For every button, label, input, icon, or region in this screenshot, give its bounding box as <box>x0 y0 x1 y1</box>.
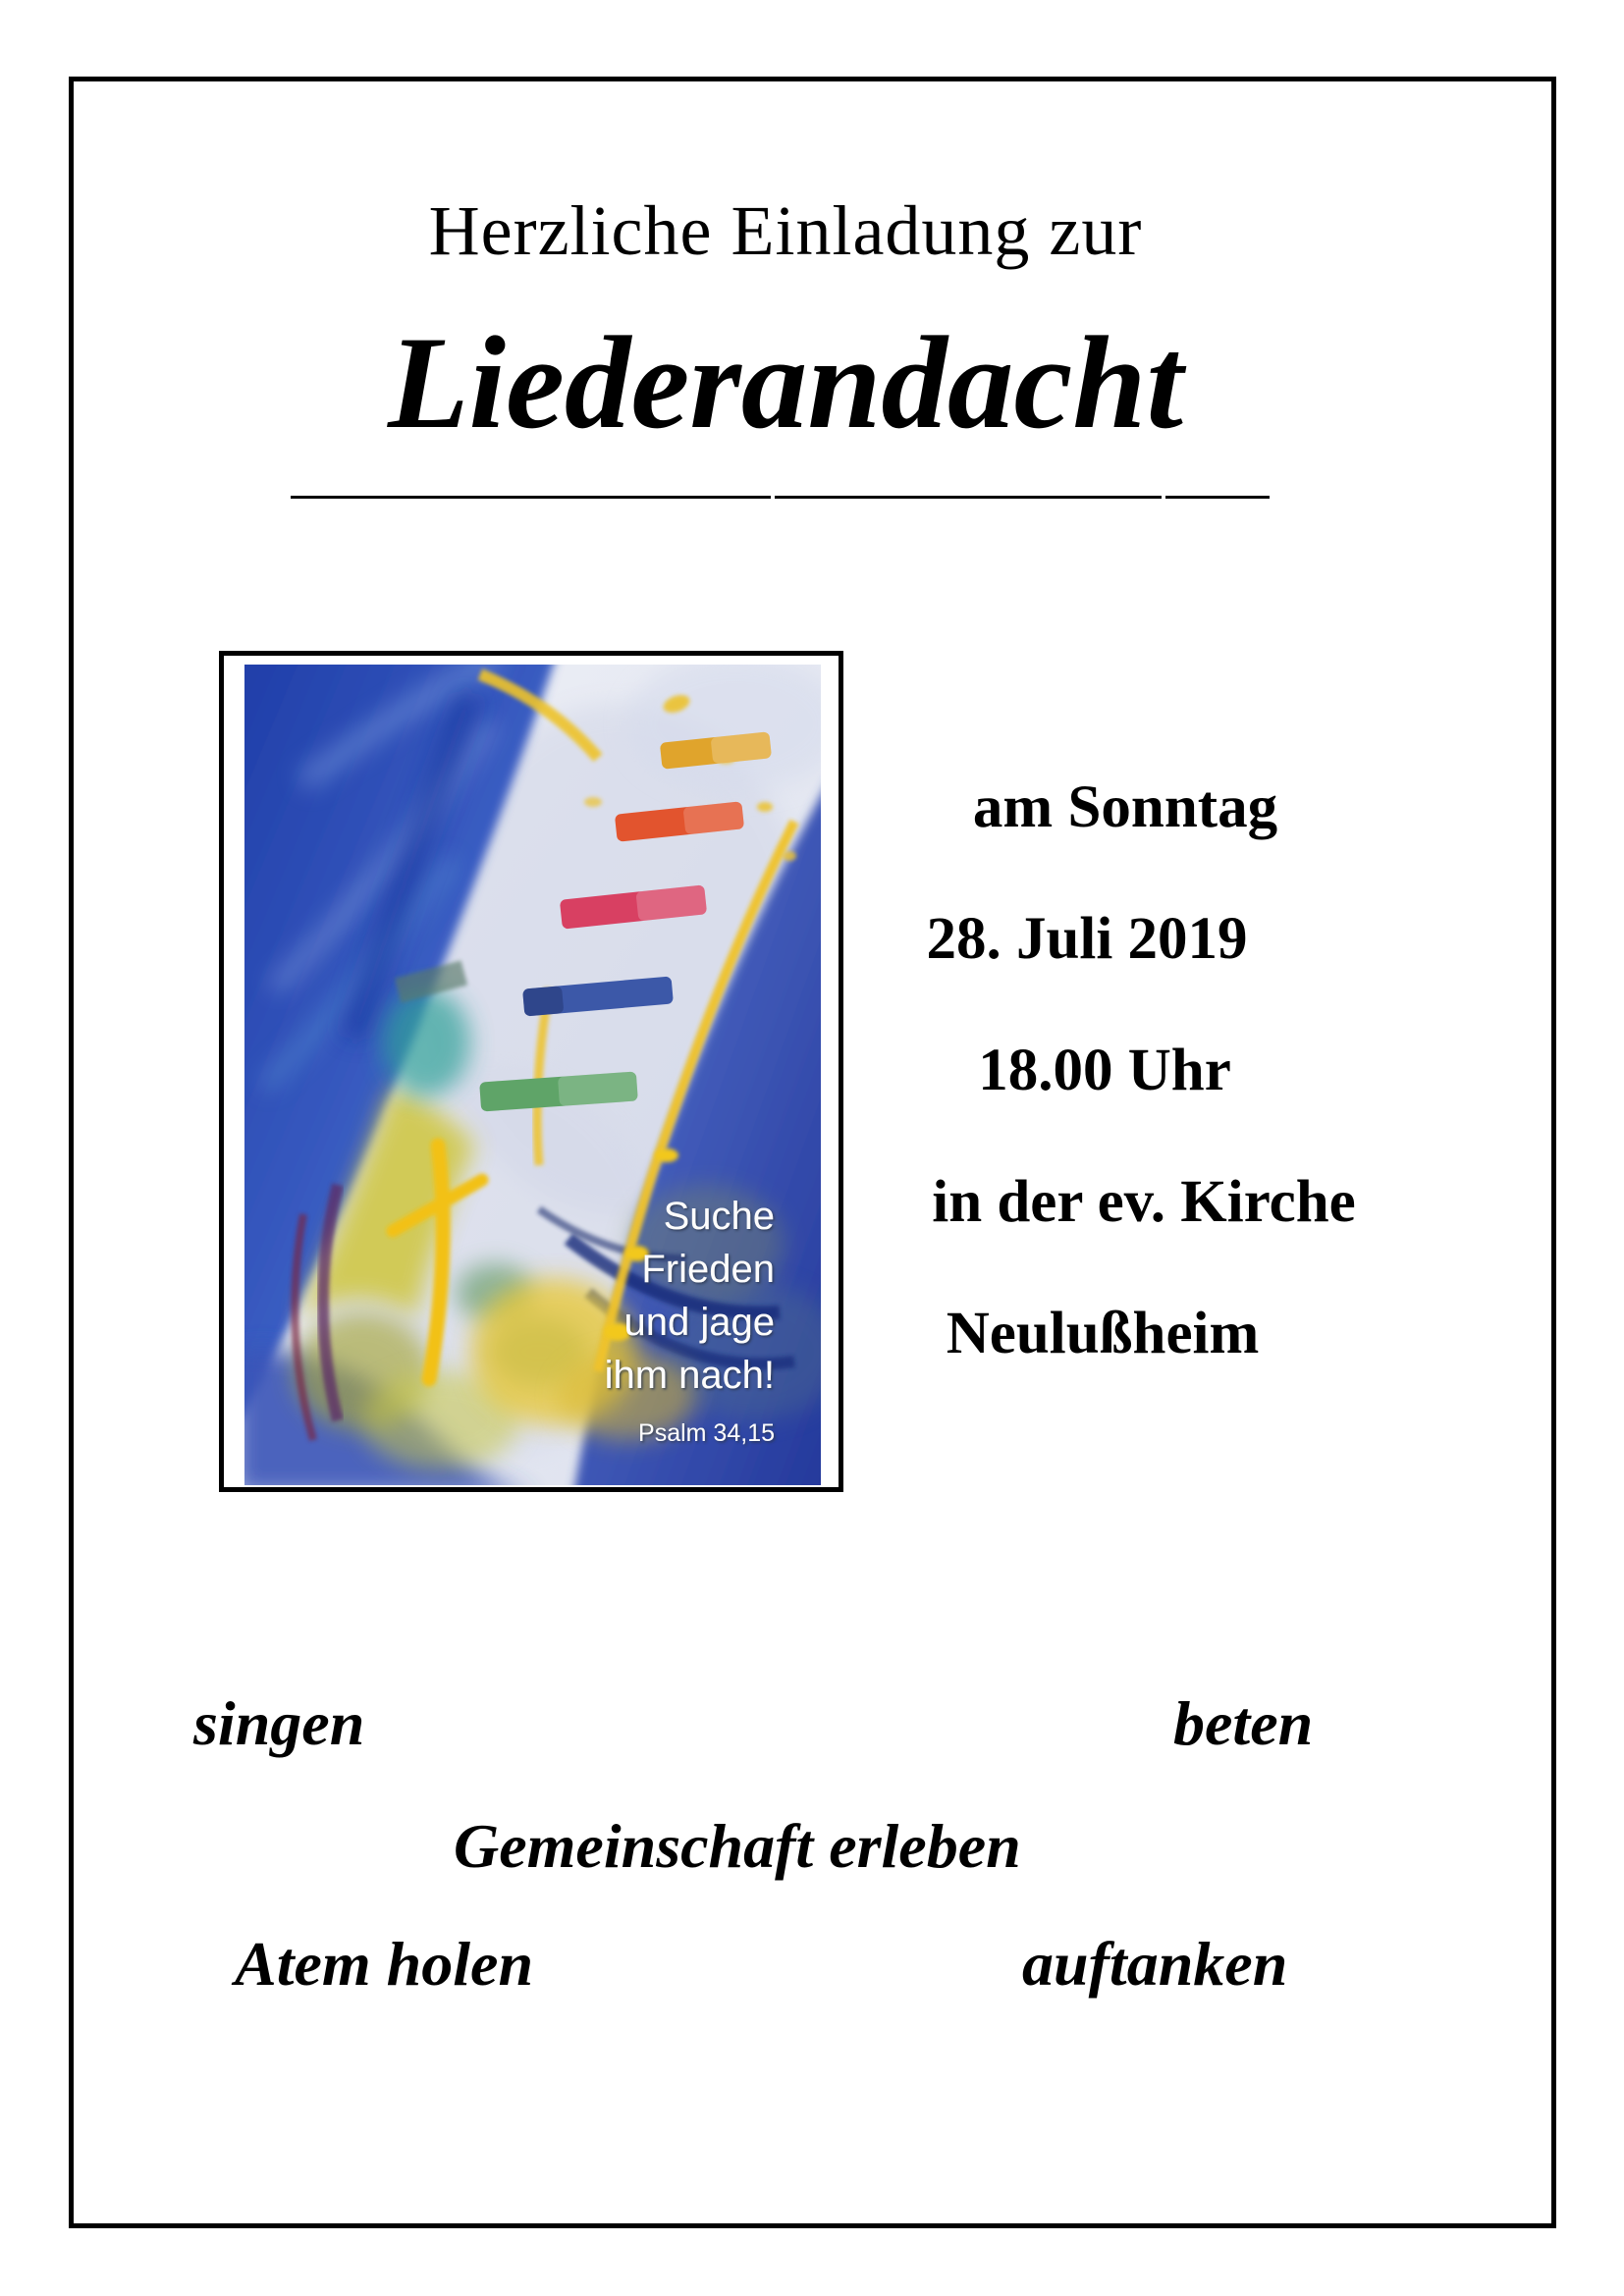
flyer-content <box>69 0 1502 2296</box>
artwork-painting <box>244 665 821 1485</box>
keyword-singen: singen <box>193 1688 365 1758</box>
verse-reference: Psalm 34,15 <box>638 1419 775 1447</box>
verse-line: Suche <box>663 1195 775 1238</box>
keyword-beten: beten <box>1173 1688 1314 1758</box>
underline-notch <box>771 496 775 499</box>
event-line-place: in der ev. Kirche <box>932 1169 1356 1235</box>
keyword-gemeinschaft-erleben: Gemeinschaft erleben <box>454 1811 1021 1881</box>
event-line-date: 28. Juli 2019 <box>926 906 1248 972</box>
event-line-day: am Sonntag <box>972 774 1278 840</box>
keyword-auftanken: auftanken <box>1022 1929 1288 1999</box>
artwork-frame <box>219 651 843 1492</box>
keyword-atem-holen: Atem holen <box>235 1929 534 1999</box>
event-details <box>884 742 1356 1400</box>
verse-line: ihm nach! <box>604 1354 775 1397</box>
title-underline <box>291 496 1270 499</box>
verse-line: Frieden <box>641 1248 775 1291</box>
intro-heading: Herzliche Einladung zur <box>428 191 1143 270</box>
page-title: Liederandacht <box>388 310 1183 456</box>
event-line-time: 18.00 Uhr <box>978 1038 1231 1103</box>
event-line-town: Neulußheim <box>946 1301 1260 1366</box>
underline-notch <box>1162 496 1165 499</box>
verse-line: und jage <box>623 1301 775 1344</box>
